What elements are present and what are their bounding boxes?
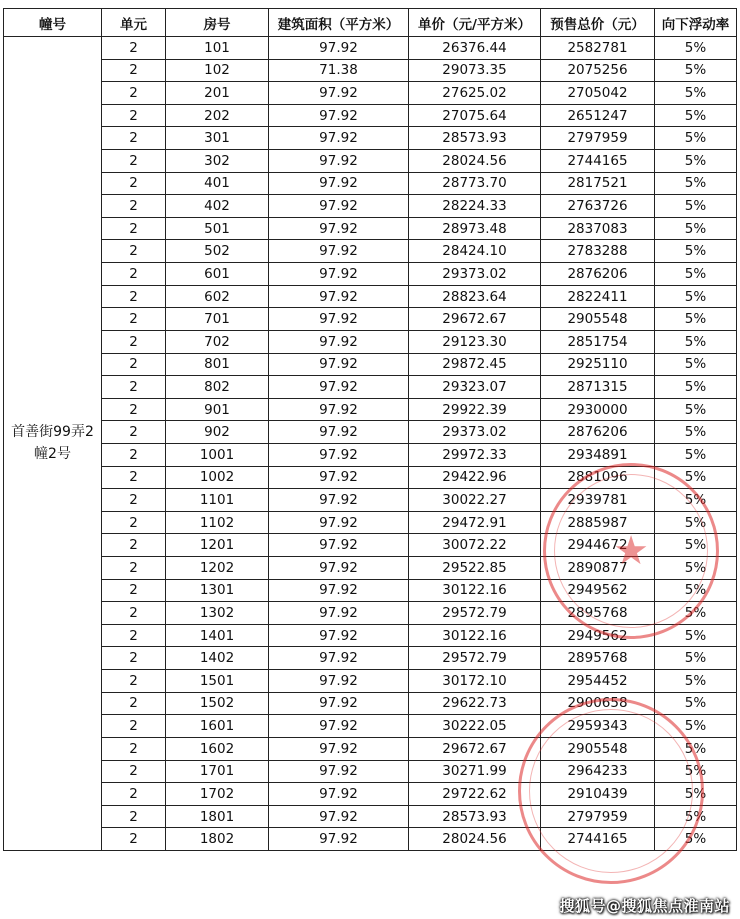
unit-price-cell: 28024.56 [409,828,541,851]
discount-rate-cell: 5% [655,692,737,715]
table-row [4,330,737,353]
discount-rate-cell: 5% [655,421,737,444]
room-cell: 1601 [166,715,269,738]
discount-rate-cell: 5% [655,59,737,82]
area-cell: 97.92 [269,534,409,557]
area-cell: 97.92 [269,624,409,647]
total-price-cell: 2881096 [541,466,655,489]
discount-rate-cell: 5% [655,760,737,783]
area-cell: 97.92 [269,398,409,421]
unit-cell: 2 [102,602,166,625]
unit-cell: 2 [102,534,166,557]
unit-price-cell: 28823.64 [409,285,541,308]
discount-rate-cell: 5% [655,376,737,399]
room-cell: 1402 [166,647,269,670]
discount-rate-cell: 5% [655,534,737,557]
table-row [4,217,737,240]
unit-cell: 2 [102,240,166,263]
table-body [4,37,737,851]
room-cell: 302 [166,150,269,173]
discount-rate-cell: 5% [655,579,737,602]
table-row [4,466,737,489]
unit-cell: 2 [102,737,166,760]
unit-cell: 2 [102,511,166,534]
room-cell: 1301 [166,579,269,602]
room-cell: 1702 [166,783,269,806]
room-cell: 1802 [166,828,269,851]
table-row [4,805,737,828]
discount-rate-cell: 5% [655,308,737,331]
room-cell: 901 [166,398,269,421]
room-cell: 601 [166,263,269,286]
discount-rate-cell: 5% [655,557,737,580]
discount-rate-cell: 5% [655,443,737,466]
discount-rate-cell: 5% [655,172,737,195]
room-cell: 102 [166,59,269,82]
area-cell: 97.92 [269,82,409,105]
discount-rate-cell: 5% [655,783,737,806]
total-price-cell: 2871315 [541,376,655,399]
discount-rate-cell: 5% [655,828,737,851]
area-cell: 97.92 [269,602,409,625]
unit-cell: 2 [102,828,166,851]
discount-rate-cell: 5% [655,263,737,286]
table-row [4,263,737,286]
unit-cell: 2 [102,398,166,421]
unit-price-cell: 30271.99 [409,760,541,783]
unit-cell: 2 [102,376,166,399]
discount-rate-cell: 5% [655,150,737,173]
table-row [4,489,737,512]
total-price-cell: 2822411 [541,285,655,308]
area-cell: 97.92 [269,217,409,240]
unit-cell: 2 [102,37,166,60]
room-cell: 1502 [166,692,269,715]
unit-price-cell: 29422.96 [409,466,541,489]
unit-cell: 2 [102,82,166,105]
room-cell: 1701 [166,760,269,783]
unit-cell: 2 [102,308,166,331]
total-price-cell: 2959343 [541,715,655,738]
watermark-text: 搜狐号@搜狐焦点淮南站 [559,897,730,915]
discount-rate-cell: 5% [655,353,737,376]
total-price-cell: 2763726 [541,195,655,218]
area-cell: 97.92 [269,308,409,331]
area-cell: 97.92 [269,737,409,760]
unit-price-cell: 28573.93 [409,127,541,150]
total-price-cell: 2944672 [541,534,655,557]
table-row [4,783,737,806]
discount-rate-cell: 5% [655,37,737,60]
total-price-cell: 2797959 [541,127,655,150]
unit-price-cell: 29672.67 [409,308,541,331]
area-cell: 97.92 [269,783,409,806]
unit-cell: 2 [102,466,166,489]
unit-price-cell: 30172.10 [409,670,541,693]
table-row [4,647,737,670]
table-header-row [4,9,737,37]
table-row [4,760,737,783]
table-row [4,127,737,150]
area-cell: 97.92 [269,805,409,828]
unit-price-cell: 29373.02 [409,421,541,444]
total-price-cell: 2954452 [541,670,655,693]
unit-price-cell: 29572.79 [409,647,541,670]
total-price-cell: 2582781 [541,37,655,60]
total-price-cell: 2934891 [541,443,655,466]
total-price-cell: 2949562 [541,624,655,647]
room-cell: 1101 [166,489,269,512]
discount-rate-cell: 5% [655,398,737,421]
room-cell: 801 [166,353,269,376]
unit-cell: 2 [102,330,166,353]
presale-price-table [3,8,737,851]
unit-cell: 2 [102,670,166,693]
total-price-cell: 2817521 [541,172,655,195]
unit-price-cell: 30022.27 [409,489,541,512]
header-total-price: 预售总价（元） [541,9,655,37]
unit-cell: 2 [102,557,166,580]
unit-cell: 2 [102,104,166,127]
area-cell: 97.92 [269,828,409,851]
unit-price-cell: 28424.10 [409,240,541,263]
unit-price-cell: 30072.22 [409,534,541,557]
unit-price-cell: 28573.93 [409,805,541,828]
unit-price-cell: 29922.39 [409,398,541,421]
room-cell: 1602 [166,737,269,760]
table-row [4,670,737,693]
unit-cell: 2 [102,715,166,738]
table-row [4,59,737,82]
unit-price-cell: 30122.16 [409,579,541,602]
unit-cell: 2 [102,285,166,308]
discount-rate-cell: 5% [655,127,737,150]
total-price-cell: 2876206 [541,263,655,286]
header-unit: 单元 [102,9,166,37]
area-cell: 97.92 [269,330,409,353]
table-row [4,624,737,647]
area-cell: 97.92 [269,489,409,512]
table-row [4,511,737,534]
room-cell: 602 [166,285,269,308]
area-cell: 97.92 [269,150,409,173]
unit-cell: 2 [102,489,166,512]
unit-price-cell: 29472.91 [409,511,541,534]
unit-cell: 2 [102,783,166,806]
discount-rate-cell: 5% [655,330,737,353]
discount-rate-cell: 5% [655,647,737,670]
unit-price-cell: 29622.73 [409,692,541,715]
room-cell: 201 [166,82,269,105]
building-cell: 首善街99弄2幢2号 [4,37,102,851]
unit-price-cell: 26376.44 [409,37,541,60]
table-row [4,715,737,738]
area-cell: 97.92 [269,692,409,715]
header-building: 幢号 [4,9,102,37]
unit-cell: 2 [102,172,166,195]
discount-rate-cell: 5% [655,602,737,625]
area-cell: 97.92 [269,579,409,602]
area-cell: 97.92 [269,172,409,195]
total-price-cell: 2851754 [541,330,655,353]
area-cell: 71.38 [269,59,409,82]
table-row [4,376,737,399]
total-price-cell: 2744165 [541,828,655,851]
unit-price-cell: 29972.33 [409,443,541,466]
header-unit-price: 单价（元/平方米） [409,9,541,37]
total-price-cell: 2910439 [541,783,655,806]
unit-cell: 2 [102,579,166,602]
room-cell: 202 [166,104,269,127]
room-cell: 1001 [166,443,269,466]
table-row [4,285,737,308]
unit-cell: 2 [102,692,166,715]
table-row [4,602,737,625]
total-price-cell: 2837083 [541,217,655,240]
total-price-cell: 2895768 [541,647,655,670]
discount-rate-cell: 5% [655,195,737,218]
discount-rate-cell: 5% [655,285,737,308]
room-cell: 802 [166,376,269,399]
table-row [4,534,737,557]
room-cell: 402 [166,195,269,218]
unit-cell: 2 [102,127,166,150]
area-cell: 97.92 [269,353,409,376]
total-price-cell: 2895768 [541,602,655,625]
area-cell: 97.92 [269,240,409,263]
table-row [4,828,737,851]
header-discount-rate: 向下浮动率 [655,9,737,37]
table-row [4,398,737,421]
unit-price-cell: 29722.62 [409,783,541,806]
table-row [4,692,737,715]
unit-price-cell: 29672.67 [409,737,541,760]
unit-price-cell: 29572.79 [409,602,541,625]
total-price-cell: 2705042 [541,82,655,105]
unit-price-cell: 29872.45 [409,353,541,376]
unit-cell: 2 [102,421,166,444]
room-cell: 401 [166,172,269,195]
discount-rate-cell: 5% [655,624,737,647]
unit-price-cell: 29123.30 [409,330,541,353]
room-cell: 902 [166,421,269,444]
room-cell: 501 [166,217,269,240]
room-cell: 1102 [166,511,269,534]
total-price-cell: 2797959 [541,805,655,828]
total-price-cell: 2905548 [541,308,655,331]
table-row [4,82,737,105]
total-price-cell: 2075256 [541,59,655,82]
unit-price-cell: 30122.16 [409,624,541,647]
table-row [4,240,737,263]
table-row [4,443,737,466]
unit-cell: 2 [102,263,166,286]
table-row [4,104,737,127]
area-cell: 97.92 [269,285,409,308]
unit-cell: 2 [102,353,166,376]
room-cell: 502 [166,240,269,263]
room-cell: 1801 [166,805,269,828]
area-cell: 97.92 [269,263,409,286]
discount-rate-cell: 5% [655,511,737,534]
header-room: 房号 [166,9,269,37]
discount-rate-cell: 5% [655,489,737,512]
total-price-cell: 2930000 [541,398,655,421]
area-cell: 97.92 [269,104,409,127]
unit-price-cell: 28024.56 [409,150,541,173]
table-row [4,150,737,173]
area-cell: 97.92 [269,443,409,466]
unit-cell: 2 [102,647,166,670]
discount-rate-cell: 5% [655,805,737,828]
area-cell: 97.92 [269,715,409,738]
unit-cell: 2 [102,59,166,82]
total-price-cell: 2885987 [541,511,655,534]
area-cell: 97.92 [269,557,409,580]
area-cell: 97.92 [269,195,409,218]
table-row [4,557,737,580]
table-row [4,195,737,218]
unit-price-cell: 28773.70 [409,172,541,195]
room-cell: 1201 [166,534,269,557]
area-cell: 97.92 [269,670,409,693]
unit-price-cell: 27075.64 [409,104,541,127]
room-cell: 1202 [166,557,269,580]
table-row [4,737,737,760]
unit-price-cell: 30222.05 [409,715,541,738]
unit-cell: 2 [102,624,166,647]
unit-price-cell: 28224.33 [409,195,541,218]
unit-cell: 2 [102,805,166,828]
unit-cell: 2 [102,217,166,240]
unit-price-cell: 29522.85 [409,557,541,580]
unit-price-cell: 29323.07 [409,376,541,399]
discount-rate-cell: 5% [655,82,737,105]
discount-rate-cell: 5% [655,715,737,738]
total-price-cell: 2964233 [541,760,655,783]
total-price-cell: 2905548 [541,737,655,760]
discount-rate-cell: 5% [655,240,737,263]
room-cell: 1302 [166,602,269,625]
room-cell: 301 [166,127,269,150]
table-row [4,37,737,60]
total-price-cell: 2744165 [541,150,655,173]
total-price-cell: 2900658 [541,692,655,715]
discount-rate-cell: 5% [655,670,737,693]
total-price-cell: 2939781 [541,489,655,512]
area-cell: 97.92 [269,376,409,399]
total-price-cell: 2783288 [541,240,655,263]
discount-rate-cell: 5% [655,737,737,760]
star-icon: ★ [613,528,649,574]
area-cell: 97.92 [269,127,409,150]
area-cell: 97.92 [269,421,409,444]
room-cell: 1401 [166,624,269,647]
area-cell: 97.92 [269,760,409,783]
price-sheet [3,8,736,851]
unit-price-cell: 27625.02 [409,82,541,105]
unit-cell: 2 [102,150,166,173]
room-cell: 702 [166,330,269,353]
room-cell: 701 [166,308,269,331]
total-price-cell: 2925110 [541,353,655,376]
area-cell: 97.92 [269,466,409,489]
unit-cell: 2 [102,760,166,783]
table-row [4,308,737,331]
total-price-cell: 2890877 [541,557,655,580]
total-price-cell: 2949562 [541,579,655,602]
discount-rate-cell: 5% [655,104,737,127]
unit-price-cell: 29073.35 [409,59,541,82]
unit-price-cell: 29373.02 [409,263,541,286]
area-cell: 97.92 [269,647,409,670]
room-cell: 101 [166,37,269,60]
unit-cell: 2 [102,443,166,466]
unit-price-cell: 28973.48 [409,217,541,240]
area-cell: 97.92 [269,37,409,60]
total-price-cell: 2651247 [541,104,655,127]
table-row [4,172,737,195]
room-cell: 1501 [166,670,269,693]
discount-rate-cell: 5% [655,466,737,489]
discount-rate-cell: 5% [655,217,737,240]
unit-cell: 2 [102,195,166,218]
header-area: 建筑面积（平方米） [269,9,409,37]
table-row [4,421,737,444]
table-row [4,579,737,602]
room-cell: 1002 [166,466,269,489]
table-row [4,353,737,376]
total-price-cell: 2876206 [541,421,655,444]
area-cell: 97.92 [269,511,409,534]
